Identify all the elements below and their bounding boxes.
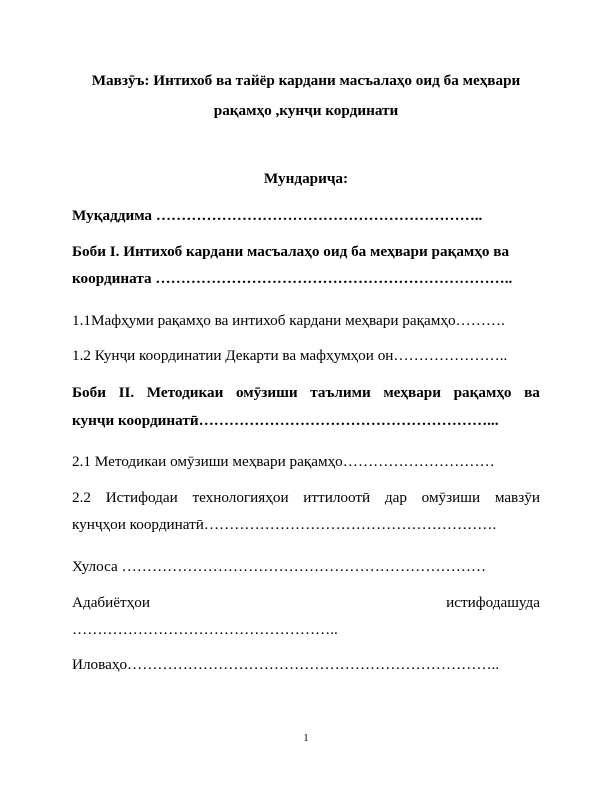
- toc-chapter1-line1: Боби I. Интихоб кардани масъалаҳо оид ба меҳвари рақамҳо ва: [72, 243, 510, 260]
- toc-chapter2-line1: [72, 383, 540, 402]
- toc-chapter2-word: меҳвари: [383, 384, 441, 401]
- toc-chapter2-line2: кунҷи координатӣ…………………………………………………...: [72, 412, 499, 429]
- toc-section-2-2-word: технологияҳои: [192, 489, 289, 506]
- toc-literature-word: истифодашуда: [446, 594, 540, 611]
- toc-section-2-2-word: омӯзиши: [421, 489, 481, 506]
- toc-section-2-2-word: мавзӯи: [494, 489, 540, 506]
- toc-chapter2-word: омӯзиши: [235, 384, 298, 401]
- toc-section-2-2-word: Истифодаи: [105, 489, 178, 506]
- toc-heading: Мундариҷа:: [263, 170, 349, 187]
- toc-section-2-2-line1: [72, 488, 540, 507]
- toc-chapter2-word: ва: [524, 384, 540, 401]
- toc-item-intro: [72, 206, 540, 225]
- toc-chapter1-line2: координата ……………………………………………………………..: [72, 270, 513, 287]
- toc-chapter2-word: рақамҳо: [453, 384, 512, 401]
- toc-section-1-2: 1.2 Кунҷи координатии Декарти ва мафҳумҳои он…………………..: [72, 347, 508, 364]
- toc-literature-word: Адабиётҳои: [72, 594, 150, 611]
- page-number: 1: [303, 733, 309, 744]
- toc-chapter2-word: II.: [118, 384, 135, 401]
- toc-item-literature-line2: ……………………………………………..: [72, 621, 338, 638]
- toc-chapter2-word: Методикаи: [146, 384, 224, 401]
- toc-section-2-2-word: дар: [384, 489, 407, 506]
- toc-intro-text: Муқаддима ………………………………………………………..: [72, 207, 483, 224]
- toc-section-2-2-line2: кунҷҳои координатӣ………………………………………………….: [72, 516, 497, 533]
- toc-section-2-1: 2.1 Методикаи омӯзиши меҳвари рақамҳо…………………………: [72, 453, 495, 470]
- toc-chapter2-word: Боби: [72, 384, 106, 401]
- title-line-1: Мавзӯъ: Интихоб ва тайёр кардани масъалаҳо оид ба меҳвари: [91, 72, 521, 89]
- toc-chapter2-word: таълими: [310, 384, 371, 401]
- toc-section-1-1: 1.1Мафҳуми рақамҳо ва интихоб кардани меҳвари рақамҳо……….: [72, 312, 505, 329]
- toc-item-appendix: Иловаҳо………………………………………………………………..: [72, 656, 500, 673]
- toc-section-2-2-word: иттилоотӣ: [303, 489, 371, 506]
- toc-section-2-2-word: 2.2: [72, 489, 91, 506]
- toc-item-literature-line1: [72, 593, 540, 612]
- title-line-2: рақамҳо ,кунҷи кординати: [213, 102, 399, 119]
- toc-item-conclusion: Хулоса ………………………………………………………………: [72, 558, 487, 575]
